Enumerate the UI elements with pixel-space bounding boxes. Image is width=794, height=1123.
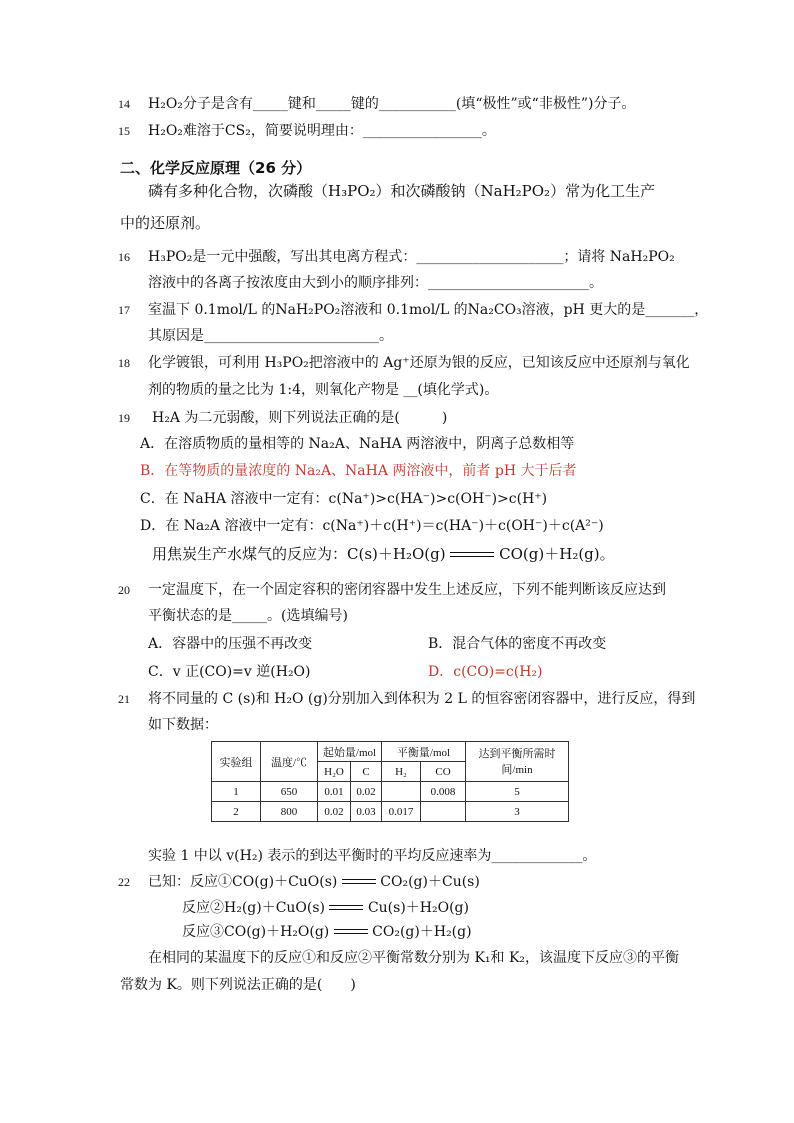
header-start: 起始量/mol [318,742,382,762]
option-a: A．容器中的压强不再改变 [148,636,313,652]
reaction-right: CO₂(g)＋Cu(s) [380,874,480,890]
cell: 0.017 [382,802,421,822]
question-text: 常数为 K。则下列说法正确的是( ) [120,977,356,993]
reaction-line [182,922,472,942]
reaction-line [152,544,615,564]
question-text: 室温下 0.1mol/L 的NaH₂PO₂溶液和 0.1mol/L 的Na₂CO₃溶液，pH 更大的是_______， [148,302,709,318]
data-table [211,741,569,822]
reaction-line [148,872,480,892]
option-b: B．在等物质的量浓度的 Na₂A、NaHA 两溶液中，前者 pH 大于后者 [140,463,577,479]
question-number: 22 [118,875,130,889]
intro-line: 磷有多种化合物，次磷酸（H₃PO₂）和次磷酸钠（NaH₂PO₂）常为化工生产 [148,182,656,200]
question-text: H₃PO₂是一元中强酸，写出其电离方程式：_____________________；请将 NaH₂PO₂ [148,249,675,265]
cell: 0.02 [351,782,382,802]
cell: 800 [261,802,318,822]
question-number: 14 [118,97,130,111]
question-text: 在相同的某温度下的反应①和反应②平衡常数分别为 K₁和 K₂，该温度下反应③的平衡 [148,950,680,966]
intro-line: 中的还原剂。 [120,214,211,232]
option-b: B．混合气体的密度不再改变 [428,636,607,652]
question-text: 一定温度下，在一个固定容积的密闭容器中发生上述反应，下列不能判断该反应达到 [148,582,666,598]
header-temp: 温度/℃ [261,742,318,782]
equilibrium-arrow-icon [450,550,494,560]
question-text: 其原因是_________________________。 [148,328,393,344]
reaction-right: Cu(s)＋H₂O(g) [367,900,469,916]
option-c: C．在 NaHA 溶液中一定有：c(Na⁺)>c(HA⁻)>c(OH⁻)>c(H⁺) [140,491,548,507]
question-text: 溶液中的各离子按浓度由大到小的顺序排列：_______________________。 [148,275,603,291]
equilibrium-arrow-icon [342,877,376,887]
option-c: C．v 正(CO)=v 逆(H₂O) [148,664,311,680]
reaction-left: 反应③CO(g)＋H₂O(g) [182,924,330,940]
reaction-left: 用焦炭生产水煤气的反应为：C(s)＋H₂O(g) [152,545,446,563]
equilibrium-arrow-icon [334,927,368,937]
cell: 5 [466,782,569,802]
cell: 3 [466,802,569,822]
table-row [212,802,569,822]
cell: 1 [212,782,261,802]
header-c: C [351,762,382,782]
question-text: H₂O₂难溶于CS₂，简要说明理由：_________________。 [148,123,496,139]
question-text: 如下数据： [148,717,218,733]
header-h2: H₂ [382,762,421,782]
reaction-left: 已知：反应①CO(g)＋CuO(s) [148,874,338,890]
cell: 0.008 [421,782,466,802]
reaction-right: CO(g)＋H₂(g)。 [499,545,615,563]
question-number: 16 [118,250,130,264]
question-number: 19 [118,411,130,425]
reaction-left: 反应②H₂(g)＋CuO(s) [182,900,326,916]
section-title: 二、化学反应原理（26 分） [120,159,312,177]
cell: 0.01 [318,782,351,802]
header-group: 实验组 [212,742,261,782]
question-text: 实验 1 中以 v(H₂) 表示的到达平衡时的平均反应速率为_____________。 [148,848,597,864]
question-text: 将不同量的 C (s)和 H₂O (g)分别加入到体积为 2 L 的恒容密闭容器中，进行反应，得到 [148,691,696,707]
cell [382,782,421,802]
header-eq: 平衡量/mol [382,742,466,762]
header-h2o: H₂O [318,762,351,782]
cell: 650 [261,782,318,802]
table-row [212,782,569,802]
option-a: A．在溶质物质的量相等的 Na₂A、NaHA 两溶液中，阴离子总数相等 [140,436,575,452]
question-text: 化学镀银，可利用 H₃PO₂把溶液中的 Ag⁺还原为银的反应，已知该反应中还原剂与氧化 [148,355,690,371]
question-text: 剂的物质的量之比为 1:4，则氧化产物是 __(填化学式)。 [148,382,499,398]
option-d: D．c(CO)=c(H₂) [428,664,543,680]
question-number: 17 [118,303,130,317]
question-text: 平衡状态的是_____。(选填编号) [148,608,348,624]
question-text: H₂A 为二元弱酸，则下列说法正确的是( ) [152,410,448,426]
question-text: H₂O₂分子是含有_____键和_____键的___________(填“极性”或“非极性”)分子。 [148,96,636,112]
question-number: 21 [118,692,130,706]
reaction-line [182,898,469,918]
reaction-right: CO₂(g)＋H₂(g) [372,924,472,940]
header-co: CO [421,762,466,782]
question-number: 18 [118,356,130,370]
question-number: 15 [118,124,130,138]
header-time: 达到平衡所需时间/min [466,742,569,782]
cell: 0.03 [351,802,382,822]
question-number: 20 [118,583,130,597]
cell: 0.02 [318,802,351,822]
cell: 2 [212,802,261,822]
equilibrium-arrow-icon [329,903,363,913]
cell [421,802,466,822]
option-d: D．在 Na₂A 溶液中一定有：c(Na⁺)＋c(H⁺)＝c(HA⁻)＋c(OH⁻)＋c(A²⁻) [140,518,604,534]
